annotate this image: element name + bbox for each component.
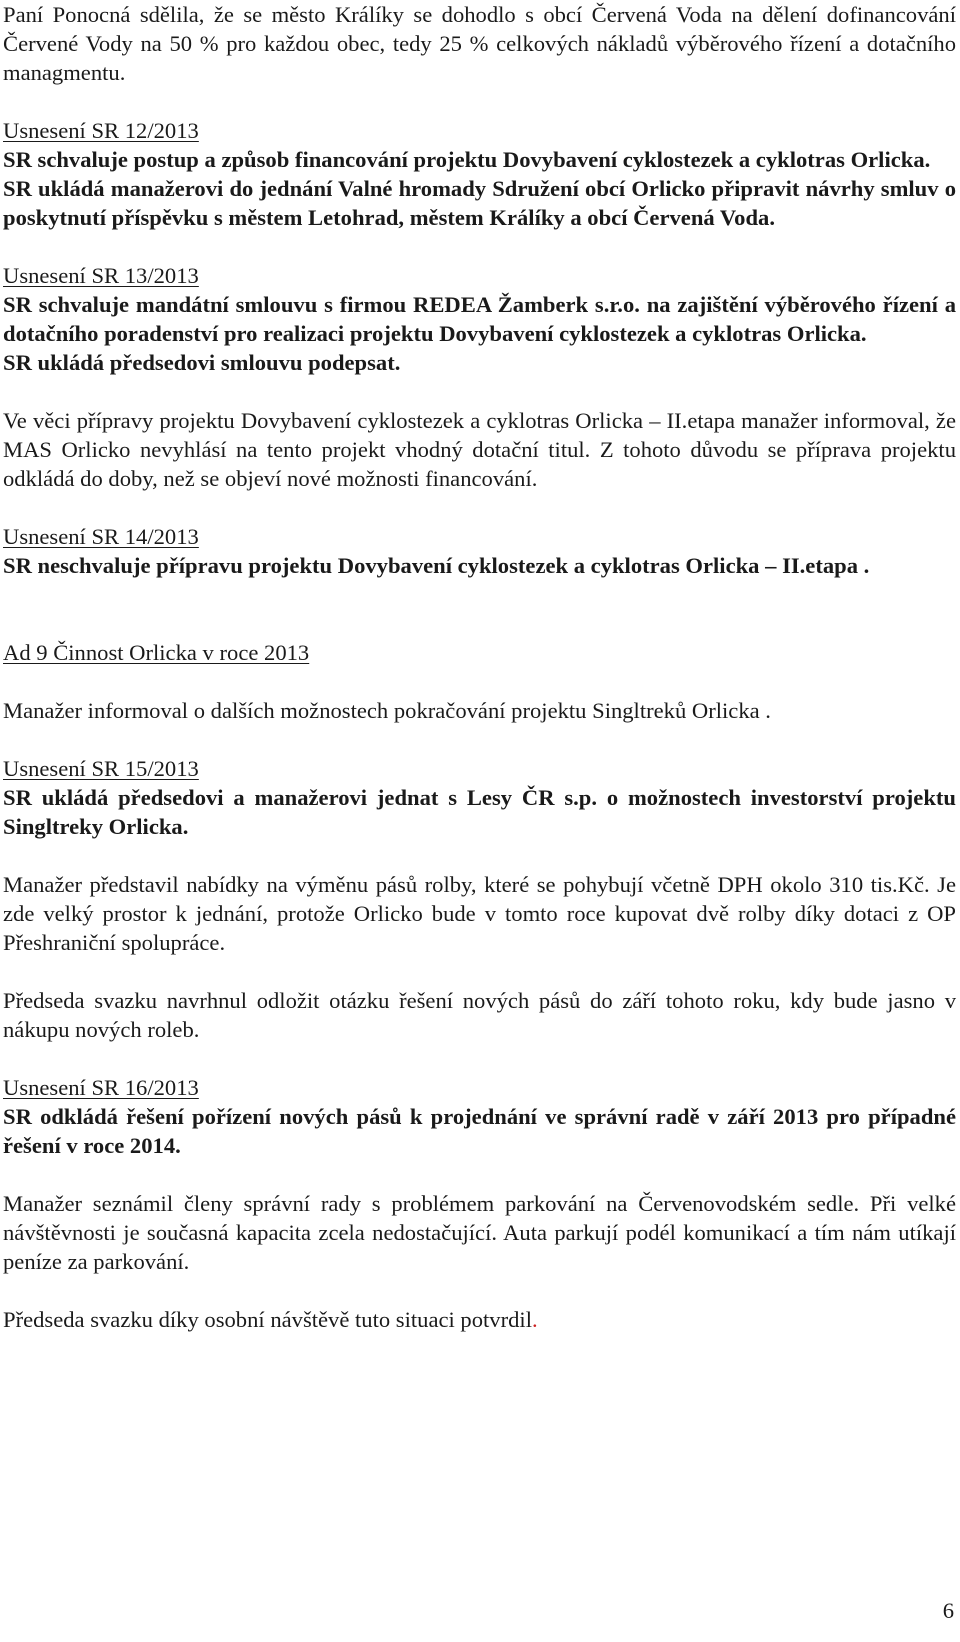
- paragraph-chairman-proposal: Předseda svazku navrhnul odložit otázku řešení nových pásů do září tohoto roku, kdy bude jasno v nákupu nových roleb.: [3, 988, 956, 1042]
- resolution-15-text: SR ukládá předsedovi a manažerovi jednat s Lesy ČR s.p. o možnostech investorství projektu Singltreky Orlicka.: [3, 785, 956, 839]
- paragraph-singltreky: Manažer informoval o dalších možnostech pokračování projektu Singltreků Orlicka .: [3, 698, 771, 723]
- paragraph-parking: Manažer seznámil členy správní rady s problémem parkování na Červenovodském sedle. Při velké návštěvnosti je současná kapacita zcela nedostačující. Auta parkují podél komunikací a tím nám utíkají peníze za parkování.: [3, 1191, 956, 1274]
- paragraph-project-preparation: Ve věci přípravy projektu Dovybavení cyklostezek a cyklotras Orlicka – II.etapa manažer informoval, že MAS Orlicko nevyhlásí na tento projekt vhodný dotační titul. Z tohoto důvodu se příprava projektu odkládá do doby, než se objeví nové možnosti financování.: [3, 408, 956, 491]
- paragraph-chairman-confirmation: [3, 1305, 956, 1334]
- resolution-12-text-approve: SR schvaluje postup a způsob financování projektu Dovybavení cyklostezek a cyklotras Orlicka.: [3, 147, 931, 172]
- resolution-13-heading: Usnesení SR 13/2013: [3, 263, 199, 288]
- agenda-item-9-heading: Ad 9 Činnost Orlicka v roce 2013: [3, 640, 310, 665]
- resolution-16-heading: Usnesení SR 16/2013: [3, 1075, 199, 1100]
- resolution-13-text-contract: SR schvaluje mandátní smlouvu s firmou REDEA Žamberk s.r.o. na zajištění výběrového řízení a dotačního poradenství pro realizaci projektu Dovybavení cyklostezek a cyklotras Orlicka.: [3, 292, 956, 346]
- red-period: .: [531, 1307, 538, 1332]
- page-number: 6: [942, 1598, 954, 1623]
- resolution-16-text: SR odkládá řešení pořízení nových pásů k projednání ve správní radě v září 2013 pro případné řešení v roce 2014.: [3, 1104, 956, 1158]
- resolution-15-heading: Usnesení SR 15/2013: [3, 756, 199, 781]
- document-page: [3, 0, 956, 1334]
- resolution-14-heading: Usnesení SR 14/2013: [3, 524, 199, 549]
- paragraph-ponocna: Paní Ponocná sdělila, že se město Králíky se dohodlo s obcí Červená Voda na dělení dofinancování Červené Vody na 50 % pro každou obec, tedy 25 % celkových nákladů výběrového řízení a dotačního managmentu.: [3, 2, 956, 85]
- resolution-14-text: SR neschvaluje přípravu projektu Dovybavení cyklostezek a cyklotras Orlicka – II.etapa .: [3, 553, 870, 578]
- resolution-13-text-sign: SR ukládá předsedovi smlouvu podepsat.: [3, 350, 401, 375]
- paragraph-rolby-offer: Manažer představil nabídky na výměnu pásů rolby, které se pohybují včetně DPH okolo 310 tis.Kč. Je zde velký prostor k jednání, protože Orlicko bude v tomto roce kupovat dvě rolby díky dotaci z OP Přeshraniční spolupráce.: [3, 872, 956, 955]
- resolution-12-heading: Usnesení SR 12/2013: [3, 118, 199, 143]
- chairman-confirmation-text: Předseda svazku díky osobní návštěvě tuto situaci potvrdil: [3, 1307, 532, 1332]
- resolution-12-text-assign: SR ukládá manažerovi do jednání Valné hromady Sdružení obcí Orlicko připravit návrhy smluv o poskytnutí příspěvku s městem Letohrad, městem Králíky a obcí Červená Voda.: [3, 176, 956, 230]
